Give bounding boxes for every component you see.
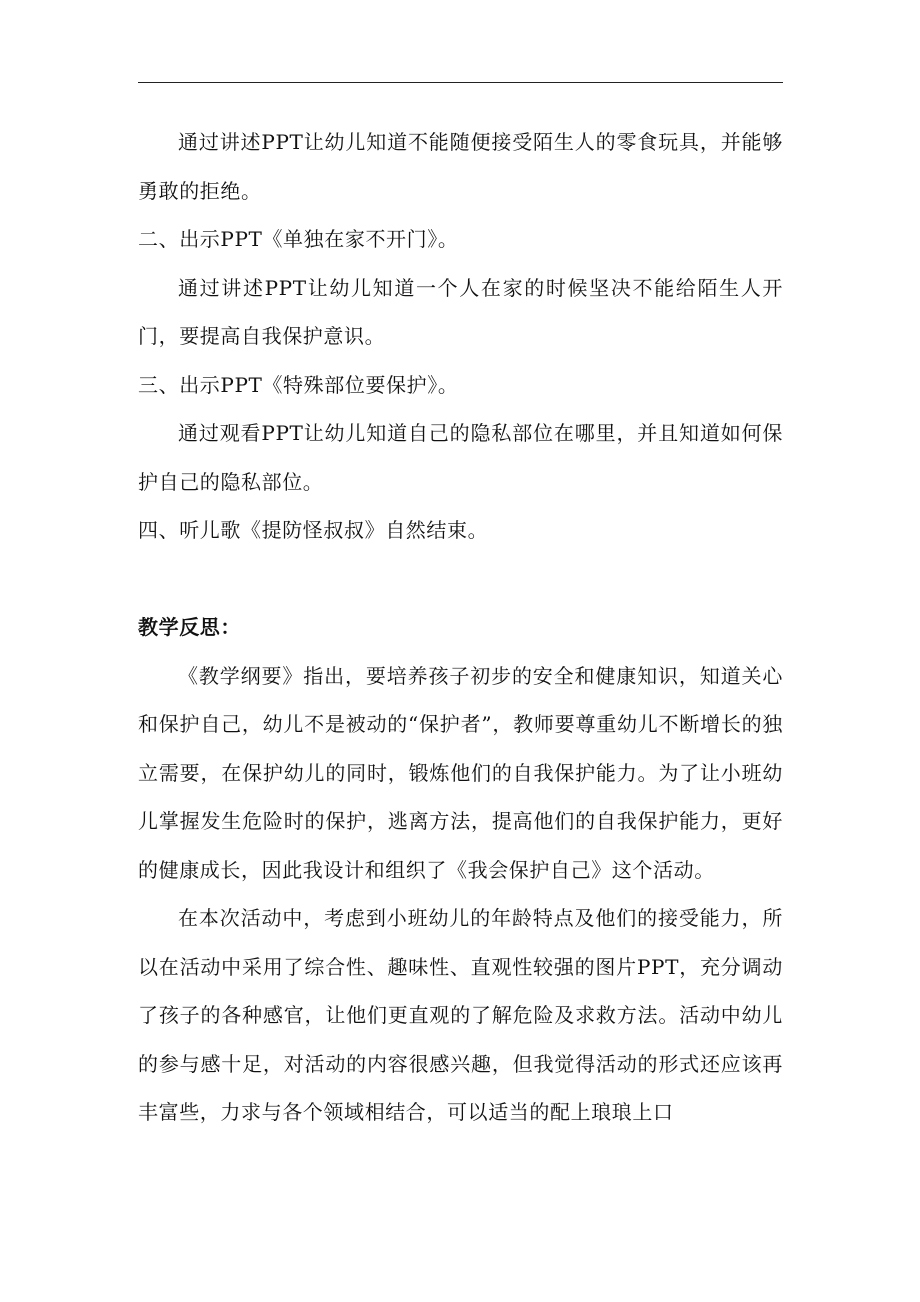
header-rule xyxy=(138,82,783,83)
reflection-paragraph-outline: 《教学纲要》指出，要培养孩子初步的安全和健康知识，知道关心和保护自己，幼儿不是被动的“保护者”，教师要尊重幼儿不断增长的独立需要，在保护幼儿的同时，锻炼他们的自我保护能力。为了让小班幼儿掌握发生危险时的保护，逃离方法，提高他们的自我保护能力，更好的健康成长，因此我设计和组织了《我会保护自己》这个活动。 xyxy=(138,663,783,882)
document-body xyxy=(138,118,783,1137)
section-spacer xyxy=(138,555,783,604)
step-three-heading: 三、出示PPT《特殊部位要保护》。 xyxy=(138,372,459,397)
paragraph-ppt-snacks: 通过讲述PPT让幼儿知道不能随便接受陌生人的零食玩具，并能够勇敢的拒绝。 xyxy=(138,130,783,203)
step-two-heading: 二、出示PPT《单独在家不开门》。 xyxy=(138,227,459,251)
reflection-paragraph-activity: 在本次活动中，考虑到小班幼儿的年龄特点及他们的接受能力，所以在活动中采用了综合性、趣味性、直观性较强的图片PPT，充分调动了孩子的各种感官，让他们更直观的了解危险及求救方法。活动中幼儿的参与感十足，对活动的内容很感兴趣，但我觉得活动的形式还应该再丰富些，力求与各个领域相结合，可以适当的配上琅琅上口 xyxy=(138,906,783,1124)
reflection-heading: 教学反思： xyxy=(138,615,241,639)
step-four-heading: 四、听儿歌《提防怪叔叔》自然结束。 xyxy=(138,518,489,542)
paragraph-private-parts: 通过观看PPT让幼儿知道自己的隐私部位在哪里，并且知道如何保护自己的隐私部位。 xyxy=(138,421,783,494)
paragraph-home-alone: 通过讲述PPT让幼儿知道一个人在家的时候坚决不能给陌生人开门，要提高自我保护意识。 xyxy=(138,275,783,348)
